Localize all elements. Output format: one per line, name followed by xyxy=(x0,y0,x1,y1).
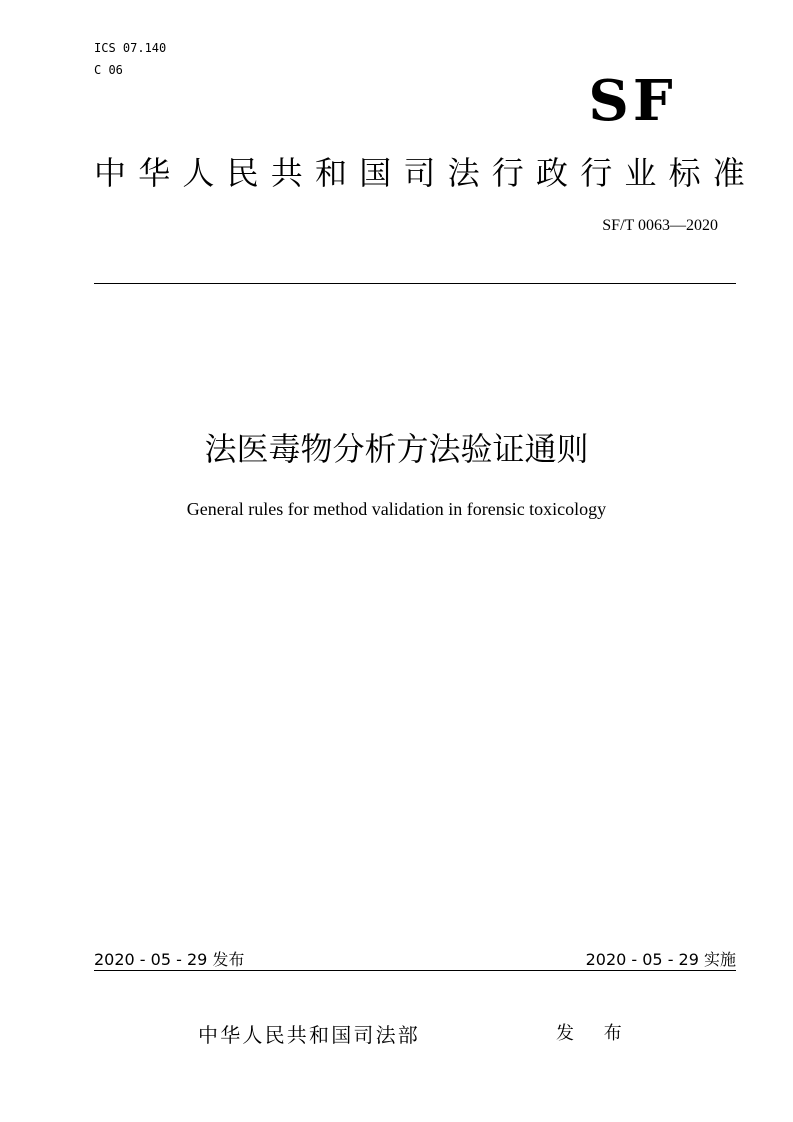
sf-logo: SF xyxy=(588,68,677,134)
ics-code: ICS 07.140 xyxy=(94,41,167,55)
publish-label: 发 布 xyxy=(556,1023,634,1044)
standard-category-title: 中华人民共和国司法行政行业标准 xyxy=(94,154,758,192)
standard-number: SF/T 0063—2020 xyxy=(602,217,718,234)
document-title-english: General rules for method validation in forensic toxicology xyxy=(186,499,607,519)
release-date: 2020 - 05 - 29 发布 xyxy=(94,950,245,969)
footer-divider xyxy=(94,970,736,971)
implementation-date: 2020 - 05 - 29 实施 xyxy=(585,950,736,969)
header-divider xyxy=(94,283,736,284)
document-title-chinese: 法医毒物分析方法验证通则 xyxy=(204,430,589,468)
ccs-code: C 06 xyxy=(94,63,123,77)
issuing-authority: 中华人民共和国司法部 xyxy=(198,1023,420,1047)
